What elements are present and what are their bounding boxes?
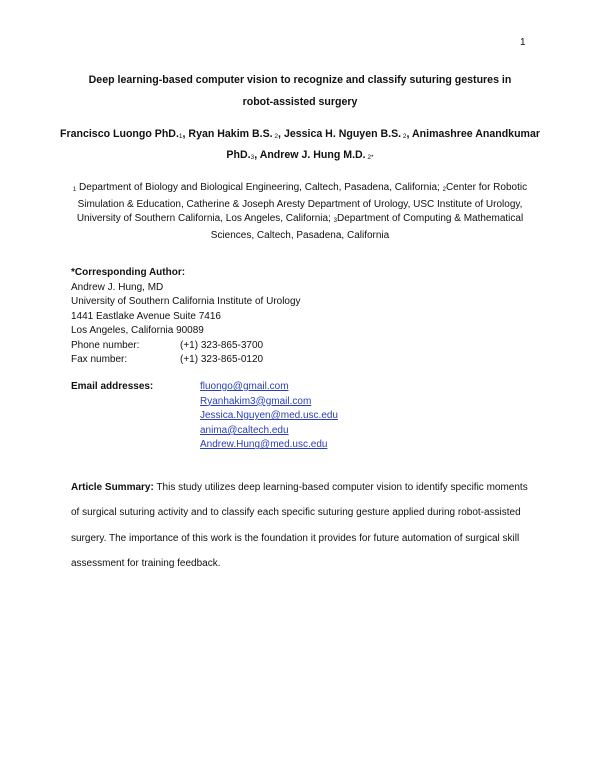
fax-row bbox=[71, 353, 301, 368]
paper-title bbox=[60, 69, 540, 113]
corresponding-name: Andrew J. Hung, MD bbox=[71, 281, 164, 293]
corresponding-institution: University of Southern California Institute of Urology bbox=[71, 296, 301, 307]
email-link[interactable]: fluongo@gmail.com bbox=[200, 381, 289, 392]
affiliation: $_1$ Department of Biology and Biological Engineering, Caltech, Pasadena, California; bbox=[72, 182, 443, 193]
corresponding-street: 1441 Eastlake Avenue Suite 7416 bbox=[71, 310, 221, 322]
author: Andrew J. Hung M.D. $_{2*}$ bbox=[259, 149, 374, 161]
summary-heading: Article Summary: bbox=[71, 482, 154, 493]
page-number: 1 bbox=[520, 37, 526, 48]
email-link[interactable]: Ryanhakim3@gmail.com bbox=[200, 395, 312, 407]
email-link[interactable]: Jessica.Nguyen@med.usc.edu bbox=[200, 410, 338, 422]
author: Animashree Anandkumar $PhD._3$, bbox=[226, 128, 540, 161]
summary-text: This study utilizes deep learning-based computer vision to identify specific moments of surgical suturing activity and to classify each specific suturing gesture applied during robot-assisted surgery. The importance of this work is the foundation it provides for future automation of surgical skill assessment for training feedback. bbox=[71, 482, 528, 569]
title-line-1: Deep learning-based computer vision to recognize and classify suturing gestures in bbox=[88, 74, 512, 86]
affiliation: $_3$Department of Computing & Mathematical Sciences, Caltech, Pasadena, California bbox=[210, 213, 524, 241]
phone-label: Phone number: bbox=[71, 339, 140, 351]
affiliations bbox=[66, 181, 534, 243]
phone-value: (+1) 323-865-3700 bbox=[180, 339, 264, 351]
email-link[interactable]: Andrew.Hung@med.usc.edu bbox=[200, 439, 328, 451]
email-heading: Email addresses: bbox=[71, 381, 154, 392]
title-line-2: robot-assisted surgery bbox=[242, 96, 358, 108]
fax-label: Fax number: bbox=[71, 354, 128, 365]
fax-value: (+1) 323-865-0120 bbox=[180, 354, 264, 365]
author: Ryan Hakim B.S. $_2$, bbox=[188, 128, 284, 140]
affiliation: $_2$Center for Robotic Simulation & Education, Catherine & Joseph Aresty Department of Urology, USC Institute of Urology, University of Southern California, Los Angeles, California; bbox=[76, 182, 528, 225]
author-list bbox=[60, 125, 540, 167]
author: Jessica H. Nguyen B.S. $_2$, bbox=[283, 128, 413, 140]
email-link[interactable]: anima@caltech.edu bbox=[200, 424, 289, 436]
corresponding-city: Los Angeles, California 90089 bbox=[71, 325, 204, 336]
email-list bbox=[200, 380, 338, 453]
corresponding-author-block bbox=[71, 266, 301, 368]
phone-row bbox=[71, 339, 301, 354]
email-block bbox=[71, 380, 338, 453]
corresponding-author-heading: *Corresponding Author: bbox=[71, 267, 186, 278]
article-summary bbox=[71, 475, 533, 576]
author: Francisco Luongo $PhD._1$, bbox=[60, 128, 189, 140]
